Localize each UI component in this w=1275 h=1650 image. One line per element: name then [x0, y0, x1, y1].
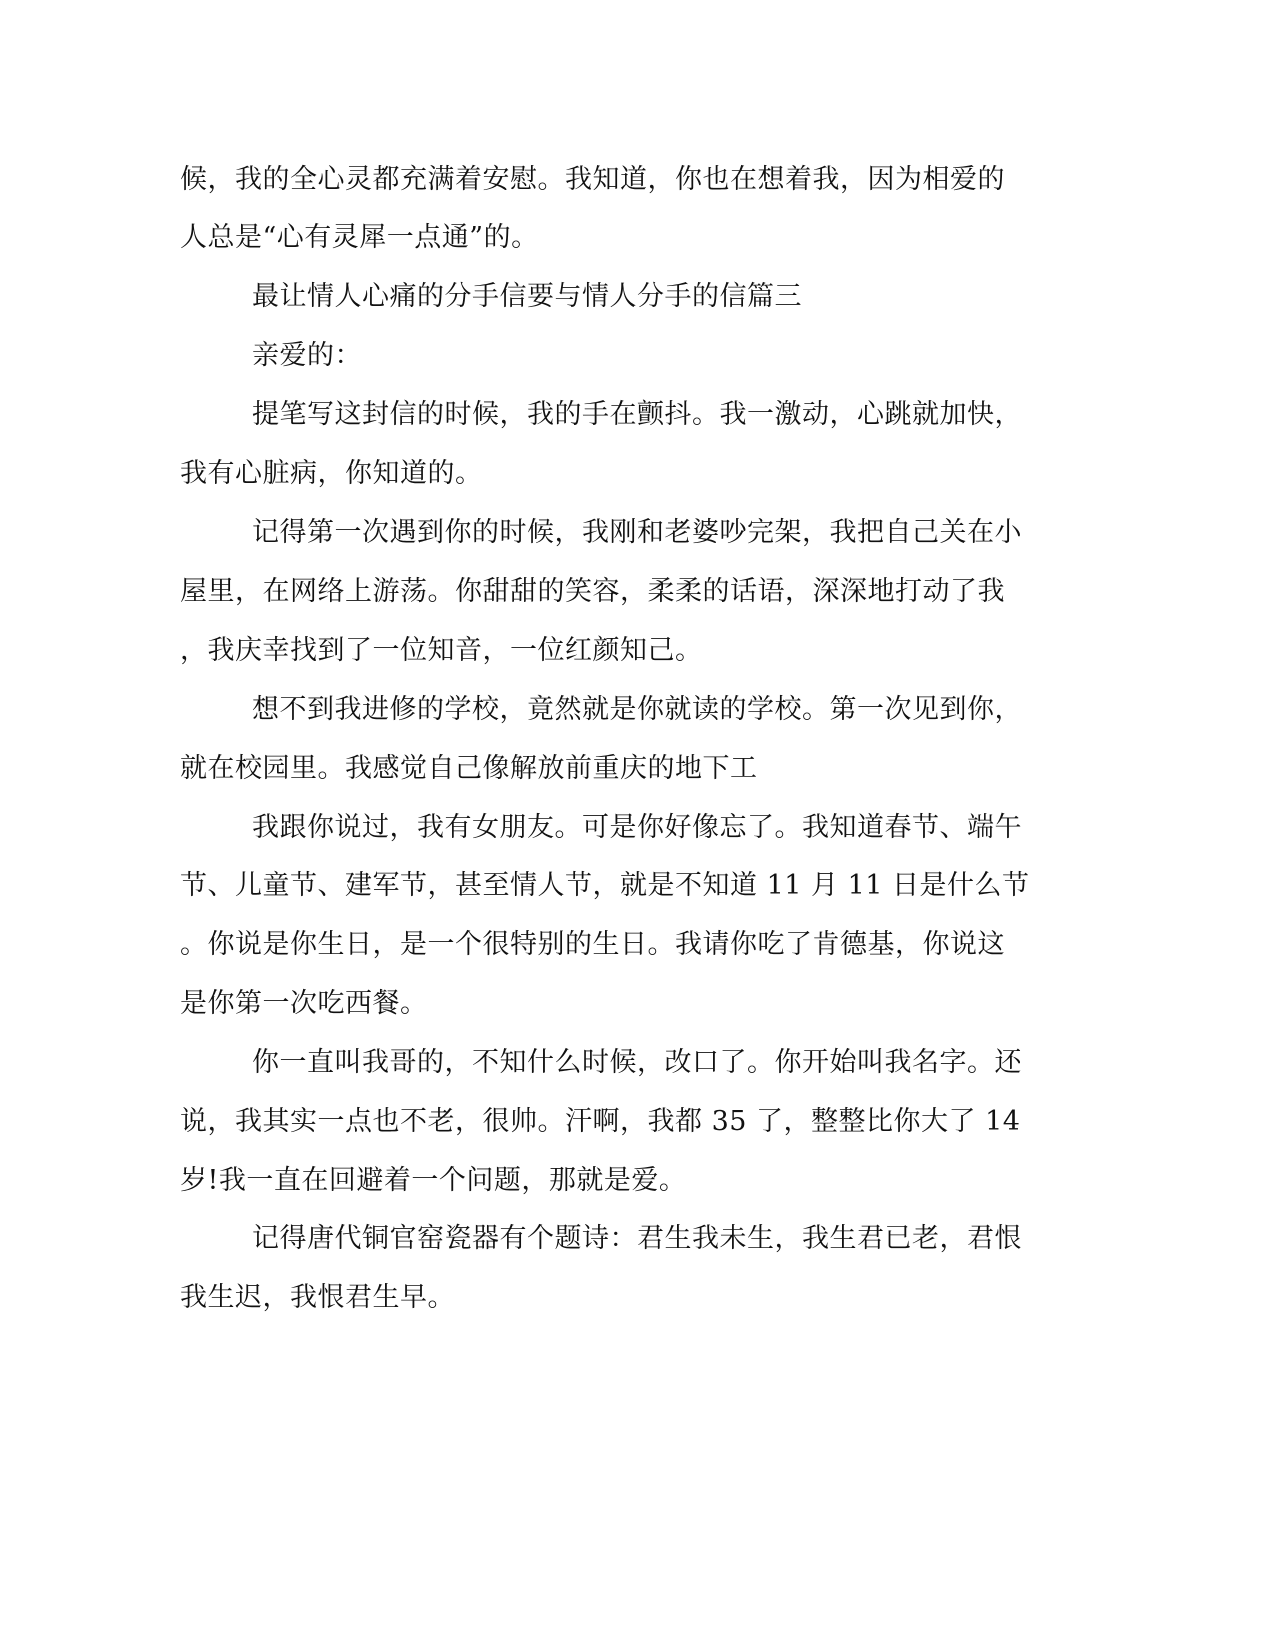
text-line: 屋里，在网络上游荡。你甜甜的笑容，柔柔的话语，深深地打动了我 [180, 576, 1005, 607]
text-line: 节、儿童节、建军节，甚至情人节，就是不知道 11 月 11 日是什么节 [180, 870, 1030, 901]
text-line: 记得唐代铜官窑瓷器有个题诗：君生我未生，我生君已老，君恨 [252, 1223, 1022, 1254]
text-line: 就在校园里。我感觉自己像解放前重庆的地下工 [180, 753, 758, 784]
text-line: 是你第一次吃西餐。 [180, 988, 428, 1019]
text-line: 我有心脏病，你知道的。 [180, 458, 483, 489]
text-line: 。你说是你生日，是一个很特别的生日。我请你吃了肯德基，你说这 [180, 929, 1005, 960]
text-line: 人总是“心有灵犀一点通”的。 [180, 222, 539, 253]
text-line: 岁!我一直在回避着一个问题，那就是爱。 [180, 1165, 687, 1196]
text-line: 我跟你说过，我有女朋友。可是你好像忘了。我知道春节、端午 [252, 812, 1022, 843]
text-line: 我生迟，我恨君生早。 [180, 1282, 455, 1313]
text-line: 你一直叫我哥的，不知什么时候，改口了。你开始叫我名字。还 [252, 1047, 1022, 1078]
text-line: 提笔写这封信的时候，我的手在颤抖。我一激动，心跳就加快， [252, 399, 1022, 430]
section-heading: 最让情人心痛的分手信要与情人分手的信篇三 [252, 281, 802, 312]
text-line: 记得第一次遇到你的时候，我刚和老婆吵完架，我把自己关在小 [252, 517, 1022, 548]
salutation: 亲爱的： [252, 340, 362, 371]
text-line: 说，我其实一点也不老，很帅。汗啊，我都 35 了，整整比你大了 14 [180, 1106, 1021, 1137]
text-line: ，我庆幸找到了一位知音，一位红颜知己。 [180, 635, 703, 666]
text-line: 想不到我进修的学校，竟然就是你就读的学校。第一次见到你， [252, 694, 1022, 725]
text-line: 候，我的全心灵都充满着安慰。我知道，你也在想着我，因为相爱的 [180, 164, 1005, 195]
